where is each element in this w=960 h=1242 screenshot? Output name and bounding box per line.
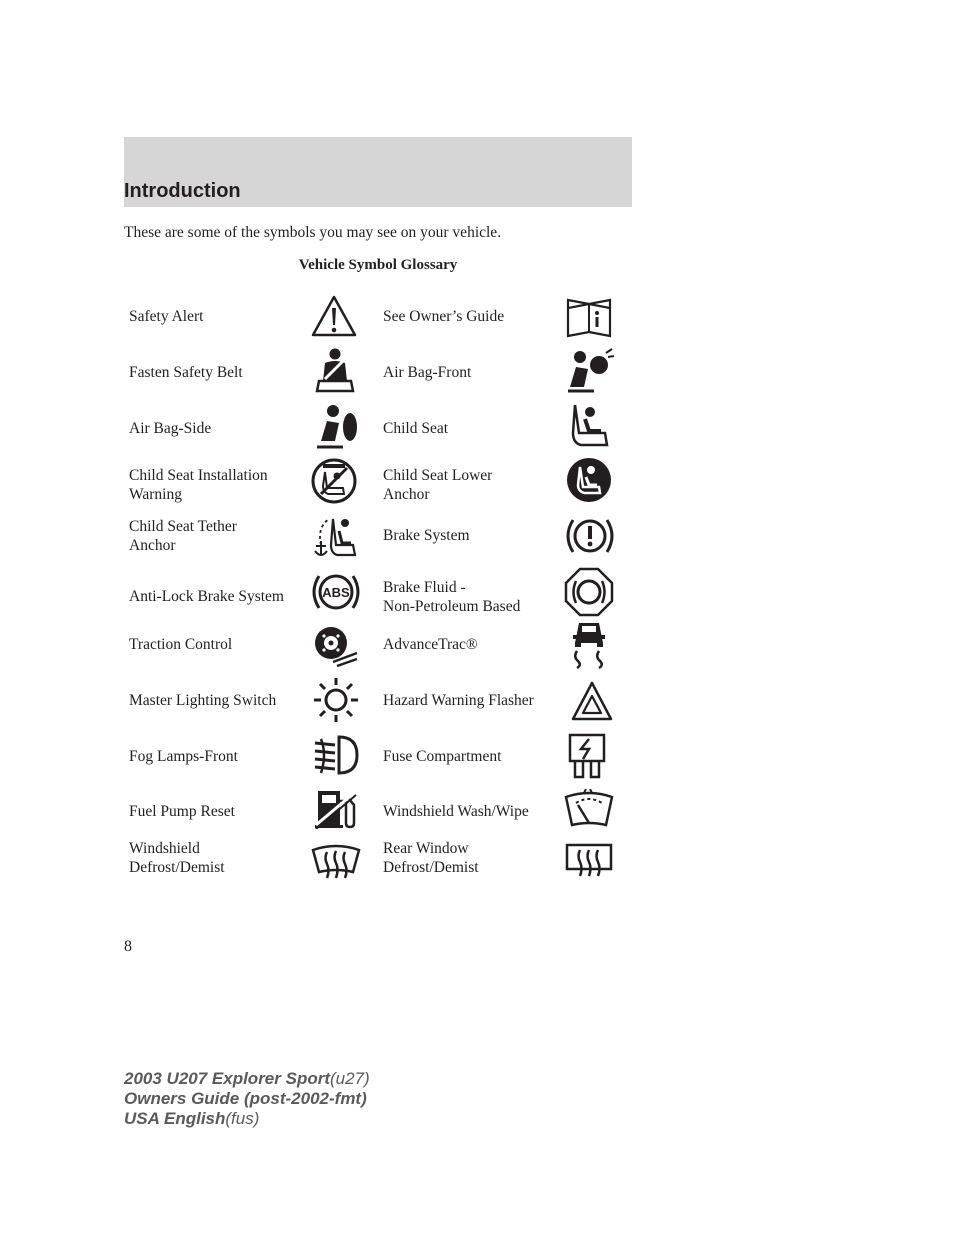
footer-model: 2003 U207 Explorer Sport <box>124 1069 330 1088</box>
child-seat-icon <box>569 403 611 449</box>
glossary-row <box>124 789 632 845</box>
symbol-label: Fuel Pump Reset <box>129 803 235 820</box>
fog-lamp-icon <box>311 733 361 777</box>
abs-label: ABS <box>322 585 350 600</box>
symbol-label: Fasten Safety Belt <box>129 364 243 381</box>
rear-window-defrost-icon <box>564 842 614 880</box>
intro-text: These are some of the symbols you may see on your vehicle. <box>124 224 502 241</box>
symbol-label: Windshield Wash/Wipe <box>383 803 529 820</box>
symbol-label: Hazard Warning Flasher <box>383 692 534 709</box>
glossary-title: Vehicle Symbol Glossary <box>298 257 458 273</box>
footer-model-code: (u27) <box>329 1069 370 1088</box>
symbol-label: Air Bag-Side <box>129 420 212 437</box>
symbol-label: Anti-Lock Brake System <box>129 588 284 605</box>
child-seat-tether-anchor-icon <box>311 515 359 559</box>
windshield-defrost-icon <box>311 842 361 880</box>
air-bag-side-icon <box>313 403 361 449</box>
owners-guide-icon <box>566 298 612 338</box>
brake-fluid-icon <box>564 567 614 617</box>
seat-belt-icon <box>313 347 357 393</box>
child-seat-installation-warning-icon <box>311 458 357 504</box>
symbol-label: Fog Lamps-Front <box>129 748 238 765</box>
symbol-label: Brake Fluid - Non-Petroleum Based <box>383 579 521 615</box>
advancetrac-icon <box>571 621 607 669</box>
glossary-row <box>124 840 632 901</box>
symbol-label: See Owner’s Guide <box>383 308 505 325</box>
glossary-row <box>124 453 632 509</box>
section-header-bar <box>124 137 632 207</box>
abs-icon <box>311 571 361 613</box>
air-bag-front-icon <box>566 347 614 393</box>
warning-triangle-icon <box>311 295 357 337</box>
symbol-label: Child Seat Installation Warning <box>129 467 268 503</box>
traction-control-icon <box>313 625 359 667</box>
footer-language-code: (fus) <box>225 1109 260 1128</box>
symbol-label: Brake System <box>383 527 470 544</box>
symbol-label: Child Seat Tether Anchor <box>129 518 237 554</box>
symbol-label: Child Seat <box>383 420 449 437</box>
symbol-label: Child Seat Lower Anchor <box>383 467 493 503</box>
footer-guide: Owners Guide (post-2002-fmt) <box>124 1089 367 1108</box>
glossary-row <box>124 733 632 789</box>
symbol-label: Rear Window Defrost/Demist <box>383 840 479 876</box>
symbol-label: Windshield Defrost/Demist <box>129 840 225 876</box>
glossary-row <box>124 509 632 565</box>
document-footer <box>124 1069 370 1129</box>
symbol-label: Safety Alert <box>129 308 204 325</box>
child-seat-lower-anchor-icon <box>566 457 612 503</box>
glossary-row <box>124 285 632 341</box>
glossary-row <box>124 397 632 453</box>
glossary-row <box>124 677 632 733</box>
symbol-label: Fuse Compartment <box>383 748 502 765</box>
brake-system-icon <box>565 515 615 557</box>
glossary-row <box>124 621 632 677</box>
symbol-label: AdvanceTrac® <box>383 636 478 653</box>
symbol-label: Air Bag-Front <box>383 364 472 381</box>
page-number: 8 <box>124 938 132 955</box>
hazard-flasher-icon <box>571 681 613 721</box>
glossary-row <box>124 565 632 621</box>
glossary-row <box>124 341 632 397</box>
fuse-compartment-icon <box>567 733 607 779</box>
symbol-label: Master Lighting Switch <box>129 692 277 709</box>
footer-language: USA English <box>124 1109 226 1128</box>
section-title: Introduction <box>124 180 241 202</box>
fuel-pump-reset-icon <box>314 789 358 829</box>
windshield-wash-wipe-icon <box>564 789 614 829</box>
symbol-label: Traction Control <box>129 636 233 653</box>
master-lighting-switch-icon <box>313 677 359 723</box>
